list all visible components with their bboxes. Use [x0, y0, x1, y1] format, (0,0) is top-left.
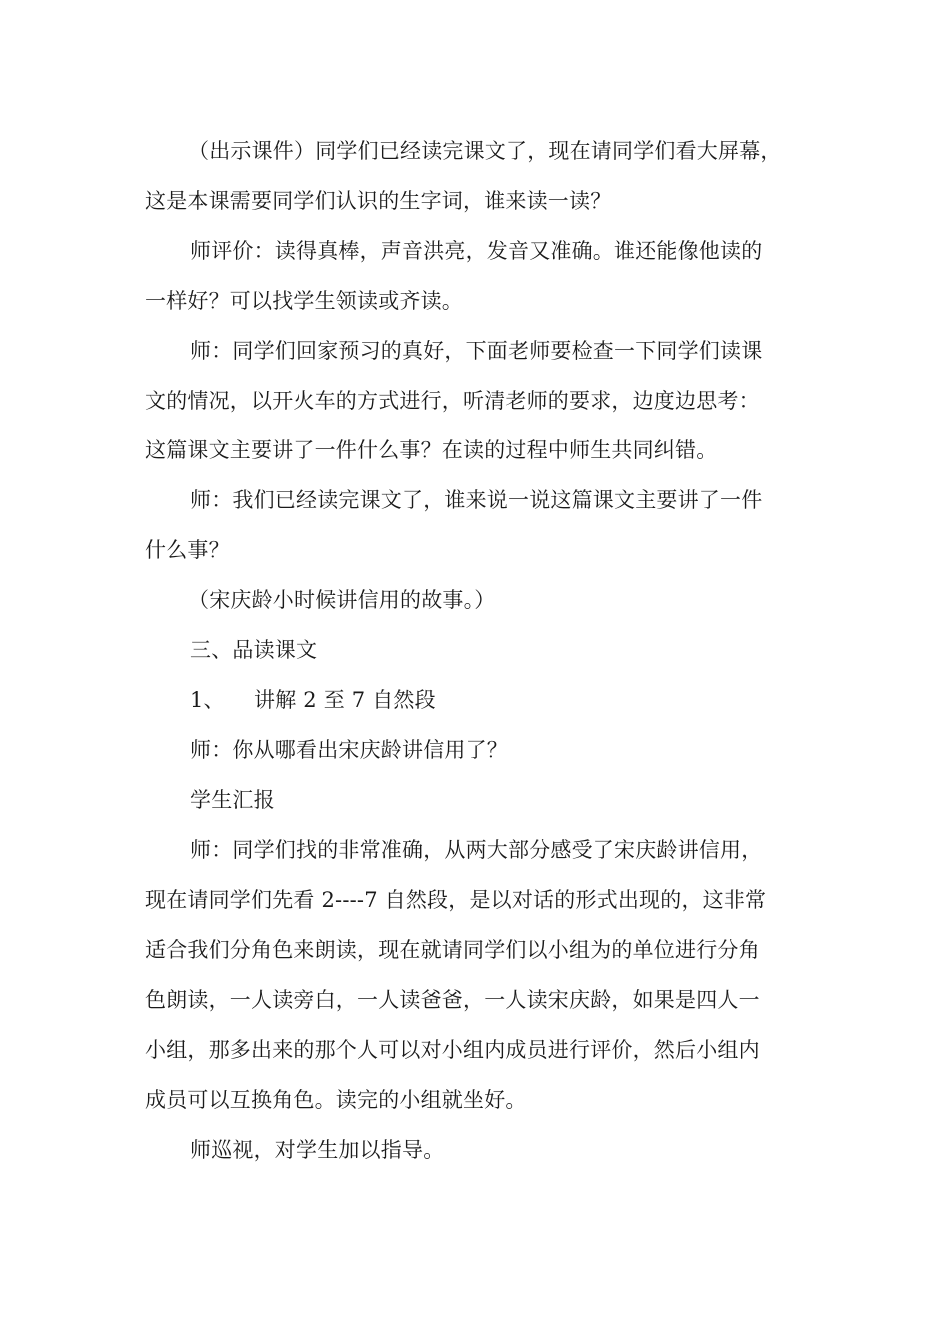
paragraph-line: 师：我们已经读完课文了，谁来说一说这篇课文主要讲了一件 — [190, 488, 763, 512]
paragraph-line: （宋庆龄小时候讲信用的故事。） — [188, 588, 496, 612]
paragraph-line: 适合我们分角色来朗读，现在就请同学们以小组为的单位进行分角 — [145, 938, 760, 962]
paragraph-line: 这是本课需要同学们认识的生字词，谁来读一读？ — [145, 189, 612, 213]
paragraph-line: 什么事？ — [145, 538, 230, 562]
numbered-item — [190, 686, 855, 714]
paragraph-line: 一样好？可以找学生领读或齐读。 — [145, 289, 463, 313]
paragraph-line: 师巡视，对学生加以指导。 — [190, 1138, 445, 1162]
paragraph-line: 师评价：读得真棒，声音洪亮，发音又准确。谁还能像他读的 — [190, 239, 763, 263]
paragraph-line: 师：你从哪看出宋庆龄讲信用了？ — [190, 738, 508, 762]
section-heading: 三、品读课文 — [190, 638, 318, 662]
paragraph-line: 现在请同学们先看 2----7 自然段，是以对话的形式出现的，这非常 — [145, 888, 767, 912]
paragraph-line: 文的情况，以开火车的方式进行，听清老师的要求，边度边思考： — [145, 389, 760, 413]
paragraph-line: 学生汇报 — [190, 788, 275, 812]
paragraph-line: 小组，那多出来的那个人可以对小组内成员进行评价，然后小组内 — [145, 1038, 760, 1062]
paragraph-line: 成员可以互换角色。读完的小组就坐好。 — [145, 1088, 527, 1112]
paragraph-line: 这篇课文主要讲了一件什么事？在读的过程中师生共同纠错。 — [145, 438, 718, 462]
paragraph-line: 师：同学们回家预习的真好，下面老师要检查一下同学们读课 — [190, 339, 763, 363]
paragraph-line: （出示课件）同学们已经读完课文了，现在请同学们看大屏幕， — [188, 139, 782, 163]
item-text: 讲解 2 至 7 自然段 — [254, 688, 436, 712]
paragraph-line: 师：同学们找的非常准确，从两大部分感受了宋庆龄讲信用， — [190, 838, 763, 862]
paragraph-line: 色朗读，一人读旁白，一人读爸爸，一人读宋庆龄，如果是四人一 — [145, 988, 760, 1012]
item-number: 1、 — [190, 688, 225, 712]
